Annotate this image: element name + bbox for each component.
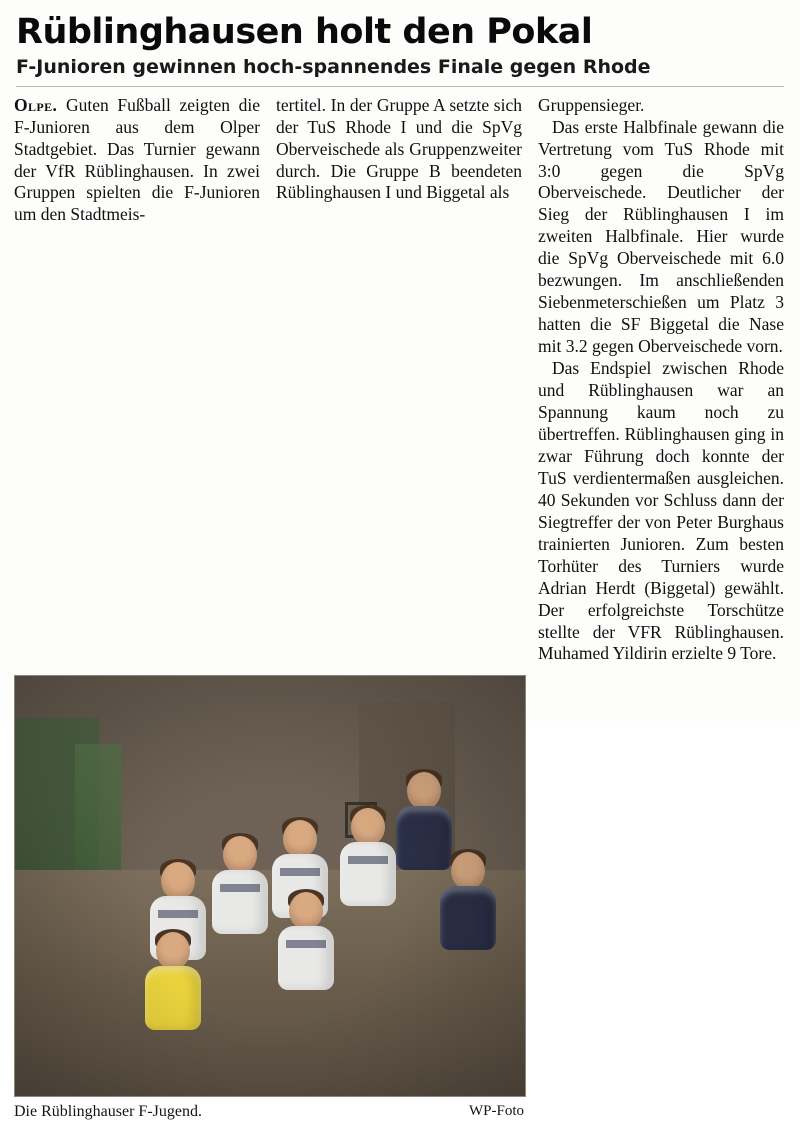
paragraph-text: tertitel. In der Gruppe A setzte sich der TuS Rhode I und die SpVg Oberveischede als Gruppenzweiter durch. Die Gruppe B beendeten Rüblinghausen I und Biggetal als [276, 94, 522, 203]
photo-credit: WP-Foto [468, 1103, 524, 1120]
column-right [538, 95, 784, 666]
paragraph-text: Gruppensieger. [538, 94, 645, 115]
header-divider [16, 86, 784, 87]
paragraph-text: Guten Fußball zeigten die F-Junioren aus dem Olper Stadtgebiet. Das Turnier gewann der VfR Rüblinghausen. In zwei Gruppen spielten die F-Junioren um den Stadtmeis- [14, 94, 261, 225]
photo-vignette [15, 676, 525, 1096]
dateline: Olpe. [14, 94, 58, 115]
column-left [14, 95, 260, 227]
paragraph-text: Das Endspiel zwischen Rhode und Rüblinghausen war an Spannung kaum noch zu übertreffen. Rüblinghausen ging in zwar Führung doch konnte der TuS verdientermaßen ausgleichen. 40 Sekunden vor Schluss dann der Siegtreffer der von Peter Burghaus trainierten Junioren. Zum besten Torhüter des Turniers wurde Adrian Herdt (Biggetal) gewählt. Der erfolgreichste Torschütze stellte der VFR Rüblinghausen. Muhamed Yildirin erzielte 9 Tore. [538, 358, 784, 664]
paragraph-intro [14, 95, 260, 227]
team-photo [14, 675, 526, 1097]
photo-caption: Die Rüblinghauser F-Jugend. [14, 1103, 202, 1121]
article-subhead: F-Junioren gewinnen hoch-spannendes Finale gegen Rhode [16, 55, 651, 78]
page-title: Rüblinghausen holt den Pokal [16, 12, 593, 52]
column-middle [276, 95, 522, 205]
article-columns [14, 95, 786, 666]
photo-caption-row [14, 1103, 524, 1121]
photo-block [14, 675, 524, 1121]
paragraph-text: Das erste Halbfinale gewann die Vertretung vom TuS Rhode mit 3:0 gegen die SpVg Oberveischede. Deutlicher der Sieg der Rüblinghausen I im zweiten Halbfinale. Hier wurde die SpVg Oberveischede mit 6.0 bezwungen. Im anschließenden Siebenmeterschießen um Platz 3 hatten die SF Biggetal die Nase mit 3.2 gegen Oberveischede vorn. [538, 116, 784, 357]
